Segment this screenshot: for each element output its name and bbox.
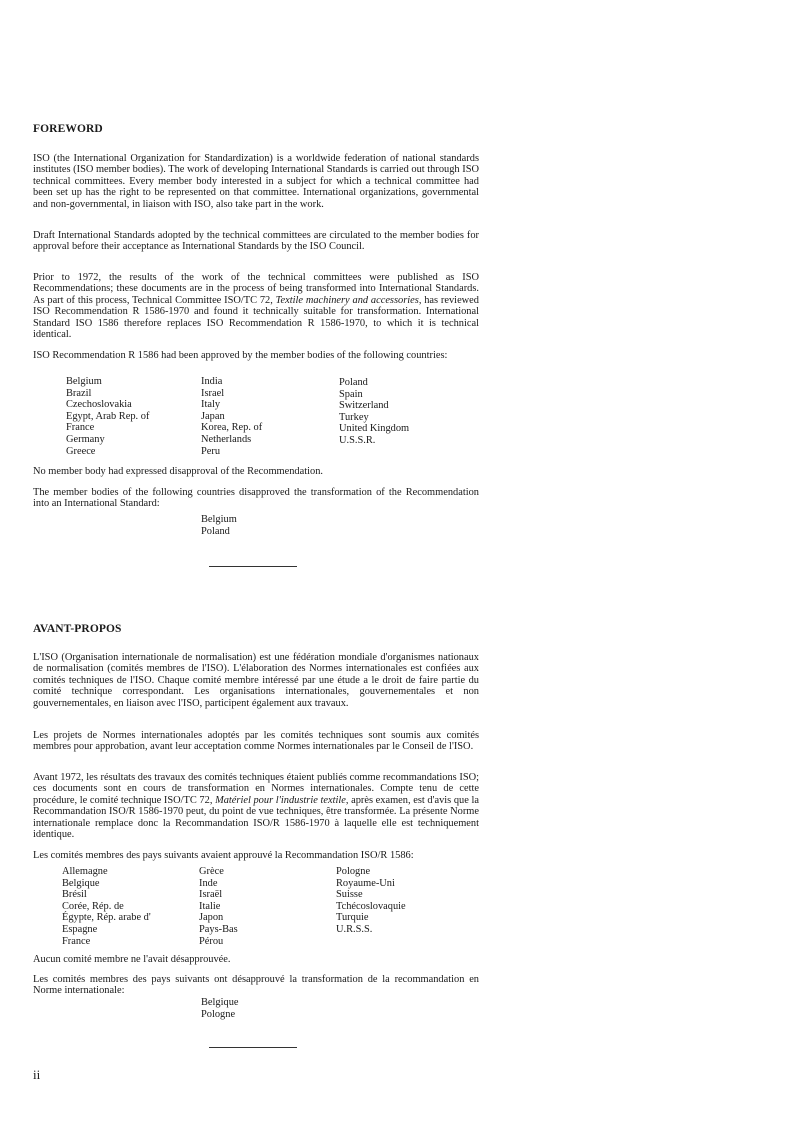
country: Pérou [199, 935, 224, 947]
country: Spain [339, 388, 363, 400]
foreword-paragraph-1: ISO (the International Organization for Standardization) is a worldwide federation of national standards institutes (ISO member bodies). The work of developing International Standards is carried out through ISO technical committees. Every member body interested in a subject for which a technical committee had been set up has the right to be represented on that committee. International organizations, governmental and non-governmental, in liaison with ISO, also take part in the work. [33, 153, 479, 210]
country: Grèce [199, 866, 224, 877]
foreword-no-disapproval: No member body had expressed disapproval of the Recommendation. [33, 466, 323, 477]
avant-propos-disapproved-countries [201, 997, 239, 1020]
country: Tchécoslovaquie [336, 900, 406, 912]
foreword-approved-intro: ISO Recommendation R 1586 had been approved by the member bodies of the following countries: [33, 350, 448, 361]
country-column-1 [62, 866, 151, 947]
country: Poland [201, 525, 230, 537]
avant-propos-paragraph-1: L'ISO (Organisation internationale de normalisation) est une fédération mondiale d'organismes nationaux de normalisation (comités membres de l'ISO). L'élaboration des Normes internationales est confiées aux comités techniques de l'ISO. Chaque comité membre intéressé par une étude a le droit de faire partie du comité technique correspondant. Les organisations internationales, gouvernementales et non gouvernementales, en liaison avec l'ISO, participent également aux travaux. [33, 652, 479, 709]
country: United Kingdom [339, 423, 410, 435]
country: Brazil [66, 387, 92, 399]
country: Pologne [201, 1008, 236, 1020]
avant-propos-heading: AVANT-PROPOS [33, 623, 122, 635]
country: Switzerland [339, 400, 389, 412]
section-divider [209, 566, 297, 567]
avant-propos-approved-intro: Les comités membres des pays suivants avaient approuvé la Recommandation ISO/R 1586: [33, 850, 414, 861]
country-column-1 [66, 376, 149, 457]
country: Belgium [201, 514, 237, 525]
avant-propos-paragraph-3: Avant 1972, les résultats des travaux des comités techniques étaient publiés comme recommandations ISO; ces documents sont en cours de transformation en Normes internationales. Compte tenu de cette procédure, le comité technique ISO/TC 72, Matériel pour l'industrie textile, après examen, est d'avis que la Recommandation ISO/R 1586-1970 peut, du point de vue techniques, être transformée. La présente Norme internationale remplace donc la Recommandation ISO/R 1586-1970 à laquelle elle est techniquement identique. [33, 772, 479, 841]
foreword-paragraph-2: Draft International Standards adopted by the technical committees are circulated to the member bodies for approval before their acceptance as International Standards by the ISO Council. [33, 230, 479, 253]
country: Belgique [201, 997, 239, 1008]
avant-propos-paragraph-2: Les projets de Normes internationales adoptés par les comités techniques sont soumis aux comités membres pour approbation, avant leur acceptation comme Normes internationales par le Conseil de l'ISO. [33, 730, 479, 753]
country: Turkey [339, 411, 369, 423]
country: Italie [199, 900, 221, 912]
country: Espagne [62, 923, 98, 935]
country: Corée, Rép. de [62, 900, 124, 912]
country: Israël [199, 889, 223, 901]
country-column-2 [201, 376, 262, 457]
country: Brésil [62, 889, 87, 901]
country: Japon [199, 912, 224, 924]
section-divider [209, 1047, 297, 1048]
country: Suisse [336, 889, 363, 901]
country: Poland [339, 377, 368, 388]
country: Allemagne [62, 866, 108, 877]
country: U.S.S.R. [339, 434, 376, 446]
country: Germany [66, 433, 105, 445]
country: U.R.S.S. [336, 923, 373, 935]
country: Pays-Bas [199, 923, 238, 935]
country: Égypte, Rép. arabe d' [62, 912, 151, 924]
country: Czechoslovakia [66, 399, 132, 411]
country: Netherlands [201, 433, 252, 445]
country: Israel [201, 387, 225, 399]
country: Turquie [336, 912, 369, 924]
country: Greece [66, 445, 96, 457]
avant-propos-disapproved-intro: Les comités membres des pays suivants ont désapprouvé la transformation de la recommandation en Norme internationale: [33, 974, 479, 997]
country: Korea, Rep. of [201, 422, 263, 434]
foreword-heading: FOREWORD [33, 123, 103, 135]
country-column-3 [336, 866, 406, 936]
avant-propos-no-disapproval: Aucun comité membre ne l'avait désapprouvée. [33, 954, 231, 965]
country: Pologne [336, 866, 371, 877]
country-column-3 [339, 377, 409, 447]
country: Italy [201, 399, 221, 411]
country: France [62, 935, 91, 947]
country: Royaume-Uni [336, 877, 395, 889]
country: India [201, 376, 223, 387]
foreword-paragraph-3: Prior to 1972, the results of the work of the technical committees were published as ISO Recommendations; these documents are in the process of being transformed into International Standards. As part of this process, Technical Committee ISO/TC 72, Textile machinery and accessories, has reviewed ISO Recommendation R 1586-1970 and found it technically suitable for transformation. International Standard ISO 1586 therefore replaces ISO Recommendation R 1586-1970, to which it is technical identical. [33, 272, 479, 341]
foreword-disapproved-intro: The member bodies of the following countries disapproved the transformation of the Recommendation into an International Standard: [33, 487, 479, 510]
country: Japan [201, 410, 225, 422]
page-number: ii [33, 1067, 41, 1082]
country-column-2 [199, 866, 238, 947]
country: Egypt, Arab Rep. of [66, 410, 150, 422]
foreword-disapproved-countries [201, 514, 237, 537]
country: Inde [199, 877, 218, 889]
country: Peru [201, 445, 221, 457]
country: Belgium [66, 376, 102, 387]
country: Belgique [62, 877, 100, 889]
country: France [66, 422, 95, 434]
